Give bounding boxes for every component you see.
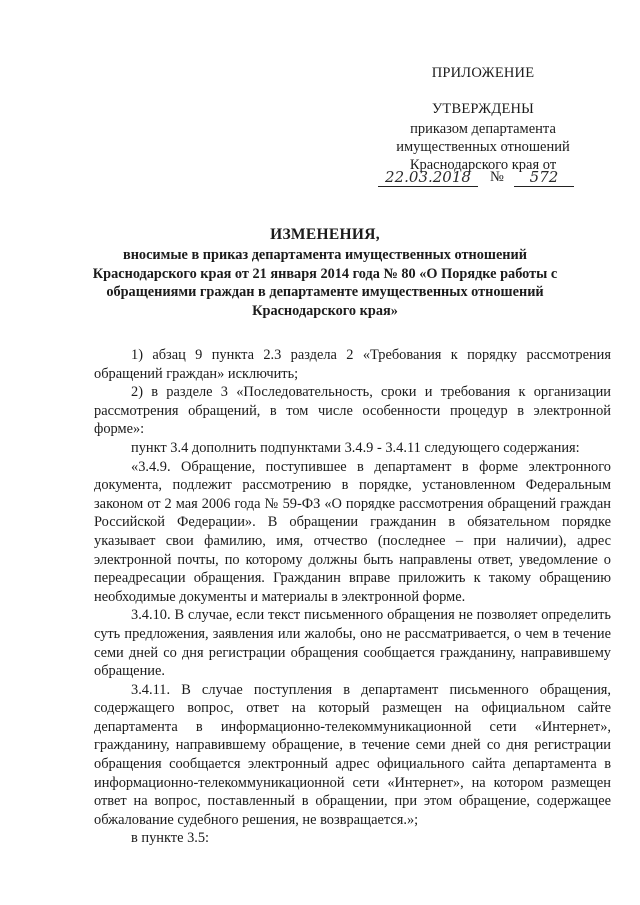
appendix-label: ПРИЛОЖЕНИЕ [431, 65, 535, 81]
body-paragraph: «3.4.9. Обращение, поступившее в департамент в форме электронного документа, подлежит рассмотрению в порядке, установленном Федеральным законом от 2 мая 2006 года № 59-ФЗ «О порядке рассмотрения обращений граждан Российской Федерации». В обращении гражданин в обязательном порядке указывает свои фамилию, имя, отчество (последнее – при наличии), адрес электронной почты, по которому должны быть направлены ответ, уведомление о переадресации обращения. Гражданин вправе приложить к такому обращению необходимые документы и материалы в электронной форме. [94, 458, 611, 605]
heading-subtitle-line: вносимые в приказ департамента имущественных отношений [122, 247, 528, 263]
heading-title: ИЗМЕНЕНИЯ, [270, 226, 380, 243]
heading-subtitle-line: обращениями граждан в департаменте имущественных отношений [106, 284, 544, 300]
body-paragraph: 1) абзац 9 пункта 2.3 раздела 2 «Требования к порядку рассмотрения обращений граждан» исключить; [94, 347, 611, 382]
document-heading [60, 226, 590, 320]
number-sign: № [490, 169, 504, 185]
document-body [94, 346, 611, 848]
approval-line-1: приказом департамента [410, 121, 556, 137]
approval-block [368, 100, 598, 174]
approved-label: УТВЕРЖДЕНЫ [431, 101, 535, 117]
heading-subtitle-line: Краснодарского края от 21 января 2014 года № 80 «О Порядке работы с [92, 265, 558, 282]
handwritten-date: 22.03.2018 [378, 168, 478, 187]
body-paragraph: пункт 3.4 дополнить подпунктами 3.4.9 - 3.4.11 следующего содержания: [131, 439, 580, 456]
heading-subtitle-line: Краснодарского края» [252, 302, 398, 319]
approval-line-3: Краснодарского края от [409, 157, 557, 173]
body-paragraph: 3.4.10. В случае, если текст письменного обращения не позволяет определить суть предложения, заявления или жалобы, оно не рассматривается, о чем в течение семи дней со дня регистрации обращения сообщается гражданину, направившему обращение. [94, 607, 611, 680]
approval-date-number [368, 168, 598, 190]
body-paragraph: в пункте 3.5: [131, 830, 210, 847]
body-paragraph: 3.4.11. В случае поступления в департамент письменного обращения, содержащего вопрос, ответ на который размещен на официальном сайте департамента в информационно-телекоммуникационной сети «Интернет», гражданину, направившему обращение, в течение семи дней со дня регистрации обращения сообщается электронный адрес официального сайта департамента в информационно-телекоммуникационной сети «Интернет», на котором размещен ответ на вопрос, поставленный в обращении, при этом обращение, содержащее обжалование судебного решения, не возвращается.»; [94, 681, 611, 828]
approval-line-2: имущественных отношений [396, 139, 570, 155]
heading-subtitle [60, 246, 590, 320]
body-paragraph: 2) в разделе 3 «Последовательность, сроки и требования к организации рассмотрения обращений, в том числе особенности процедур в электронной форме»: [94, 384, 611, 438]
handwritten-number: 572 [514, 168, 574, 187]
